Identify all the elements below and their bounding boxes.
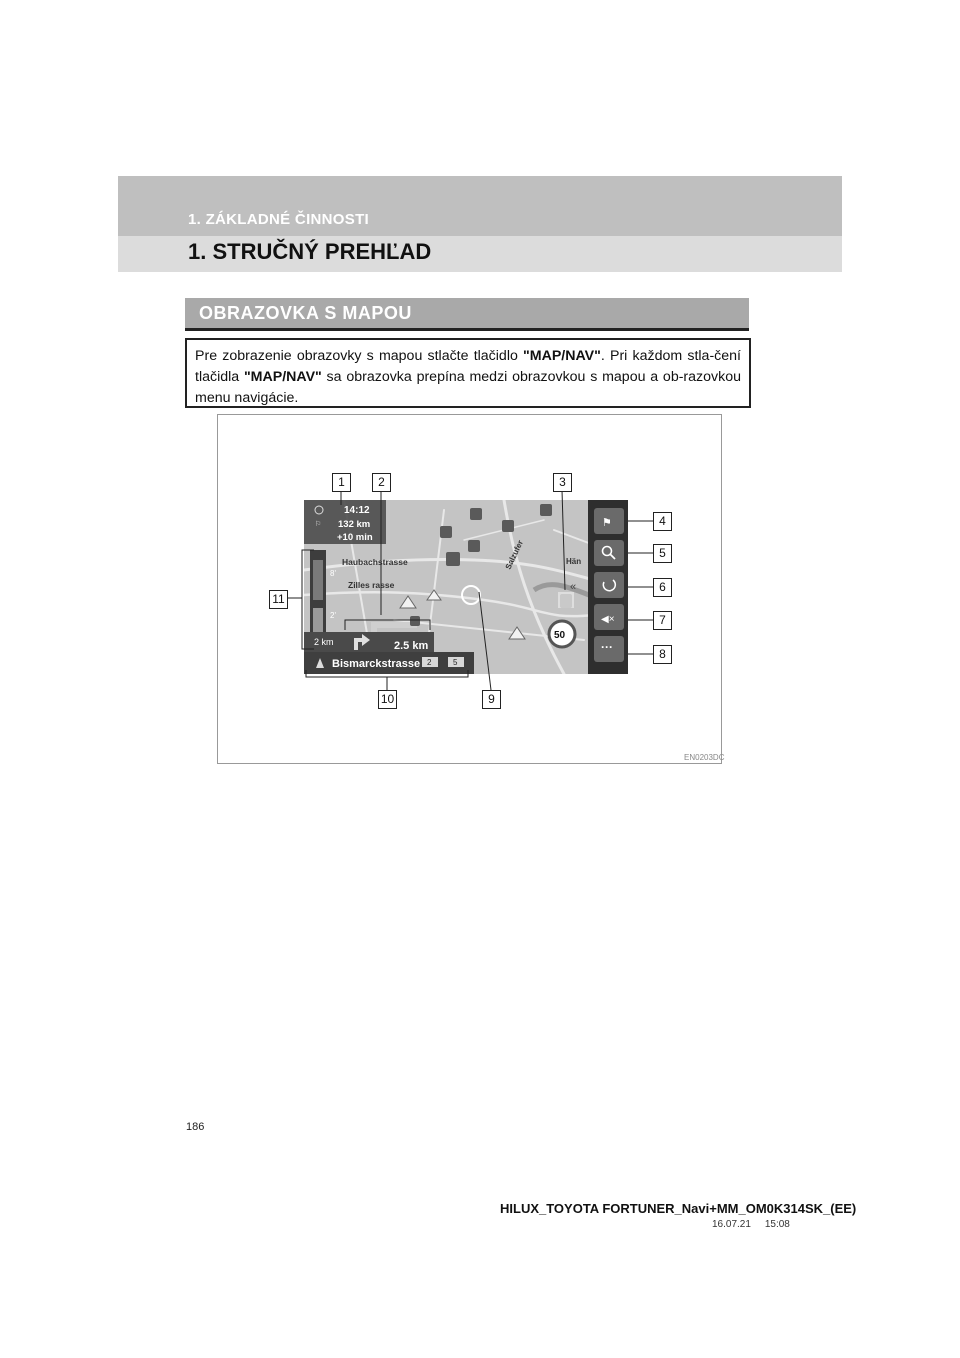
svg-text:8': 8' bbox=[330, 569, 336, 578]
callout-9: 9 bbox=[482, 690, 501, 709]
more-options-icon: ··· bbox=[601, 640, 613, 654]
map-nav-button-label: "MAP/NAV" bbox=[243, 369, 322, 385]
subsection-title: OBRAZOVKA S MAPOU bbox=[199, 303, 412, 323]
callout-1: 1 bbox=[332, 473, 351, 492]
current-street: Bismarckstrasse bbox=[332, 658, 421, 670]
section-label: 1. ZÁKLADNÉ ČINNOSTI bbox=[188, 211, 370, 228]
distance-text: 132 km bbox=[338, 519, 371, 530]
route-badge: 5 bbox=[453, 658, 458, 667]
instruction-text: Pre zobrazenie obrazovky s mapou stlačte tlačidlo "MAP/NAV". Pri každom stla-čení tlačidla "MAP/NAV" sa obrazovka prepína medzi obrazovkou s mapou a ob-razovkou menu navigácie. bbox=[195, 348, 741, 406]
callout-10: 10 bbox=[378, 690, 397, 709]
callout-5: 5 bbox=[653, 544, 672, 563]
svg-text:2': 2' bbox=[330, 611, 336, 620]
street-label: Haubachstrasse bbox=[342, 557, 408, 567]
scale-text: 2 km bbox=[314, 637, 334, 647]
page-number: 186 bbox=[186, 1121, 205, 1133]
footer-timestamp: 16.07.21 15:08 bbox=[712, 1219, 790, 1230]
callout-7: 7 bbox=[653, 611, 672, 630]
callout-8: 8 bbox=[653, 645, 672, 664]
street-label: Zilles rasse bbox=[348, 580, 395, 590]
street-label: Hän bbox=[566, 557, 582, 566]
callout-11: 11 bbox=[269, 590, 288, 609]
route-badge: 2 bbox=[427, 658, 432, 667]
speed-limit: 50 bbox=[554, 630, 566, 641]
mute-icon: ◀× bbox=[601, 614, 615, 625]
delay-text: +10 min bbox=[337, 532, 373, 543]
callout-6: 6 bbox=[653, 578, 672, 597]
collapse-chevron-icon[interactable]: « bbox=[570, 581, 577, 593]
callout-3: 3 bbox=[553, 473, 572, 492]
callout-4: 4 bbox=[653, 512, 672, 531]
page-title: 1. STRUČNÝ PREHĽAD bbox=[188, 239, 432, 264]
map-nav-button-label: "MAP/NAV" bbox=[523, 348, 601, 364]
next-turn-distance: 2.5 km bbox=[394, 640, 429, 652]
figure-code: EN0203DC bbox=[684, 753, 725, 762]
callout-2: 2 bbox=[372, 473, 391, 492]
footer-doc-title: HILUX_TOYOTA FORTUNER_Navi+MM_OM0K314SK_(EE) bbox=[500, 1201, 857, 1216]
street-label: Salzufer bbox=[503, 538, 525, 571]
flag-small-icon: ⚐ bbox=[315, 521, 322, 528]
time-text: 14:12 bbox=[344, 505, 370, 516]
flag-destination-icon: ⚑ bbox=[602, 517, 612, 529]
